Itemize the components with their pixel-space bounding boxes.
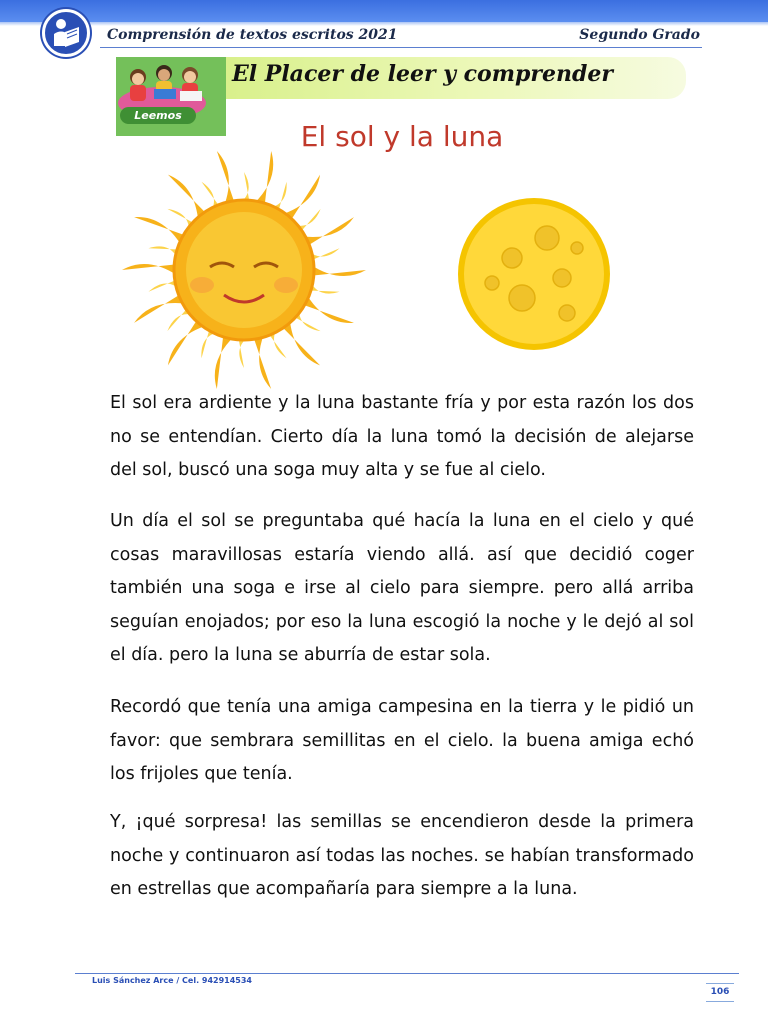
footer-divider bbox=[75, 973, 739, 974]
sun-illustration bbox=[102, 145, 382, 395]
moon-illustration bbox=[452, 198, 617, 353]
header-course-title: Comprensión de textos escritos 2021 bbox=[107, 27, 398, 43]
sun-ray bbox=[122, 264, 178, 276]
story-paragraph-1: El sol era ardiente y la luna bastante fría y por esta razón los dos no se entendían. Cierto día la luna tomó la decisión de alejarse del sol, buscó una soga muy alta y se fue al cielo. bbox=[110, 393, 694, 480]
footer-author: Luis Sánchez Arce / Cel. 942914534 bbox=[92, 976, 252, 985]
reading-logo-icon bbox=[42, 9, 90, 57]
section-banner-title: El Placer de leer y comprender bbox=[232, 61, 613, 87]
story-paragraph-3: Recordó que tenía una amiga campesina en la tierra y le pidió un favor: que sembrara semillitas en el cielo. la buena amiga echó los frijoles que tenía. bbox=[110, 697, 694, 784]
sun-ray bbox=[217, 151, 235, 207]
story-title: El sol y la luna bbox=[300, 120, 504, 153]
sun-ray bbox=[253, 151, 273, 207]
header-bar bbox=[0, 0, 768, 22]
story-paragraph-2: Un día el sol se preguntaba qué hacía la luna en el cielo y qué cosas maravillosas estaría viendo allá. así que decidió coger también una soga e irse al cielo para siempre. pero allá arriba seguían enojados; por eso la luna escogió la noche y le dejó al sol el día. pero la luna se aburría de estar sola. bbox=[110, 511, 694, 665]
story-paragraph-4: Y, ¡qué sorpresa! las semillas se encendieron desde la primera noche y continuaron así todas las noches. se habían transformado en estrellas que acompañaría para siempre a la luna. bbox=[110, 812, 694, 899]
sun-ray bbox=[310, 264, 366, 276]
sun-ray bbox=[253, 333, 271, 389]
header-divider bbox=[100, 47, 702, 48]
header-grade: Segundo Grado bbox=[579, 27, 700, 43]
sun-ray bbox=[215, 333, 235, 389]
badge-label: Leemos bbox=[120, 107, 196, 124]
header-bar-fade bbox=[0, 22, 768, 26]
page-number: 106 bbox=[706, 983, 734, 1002]
